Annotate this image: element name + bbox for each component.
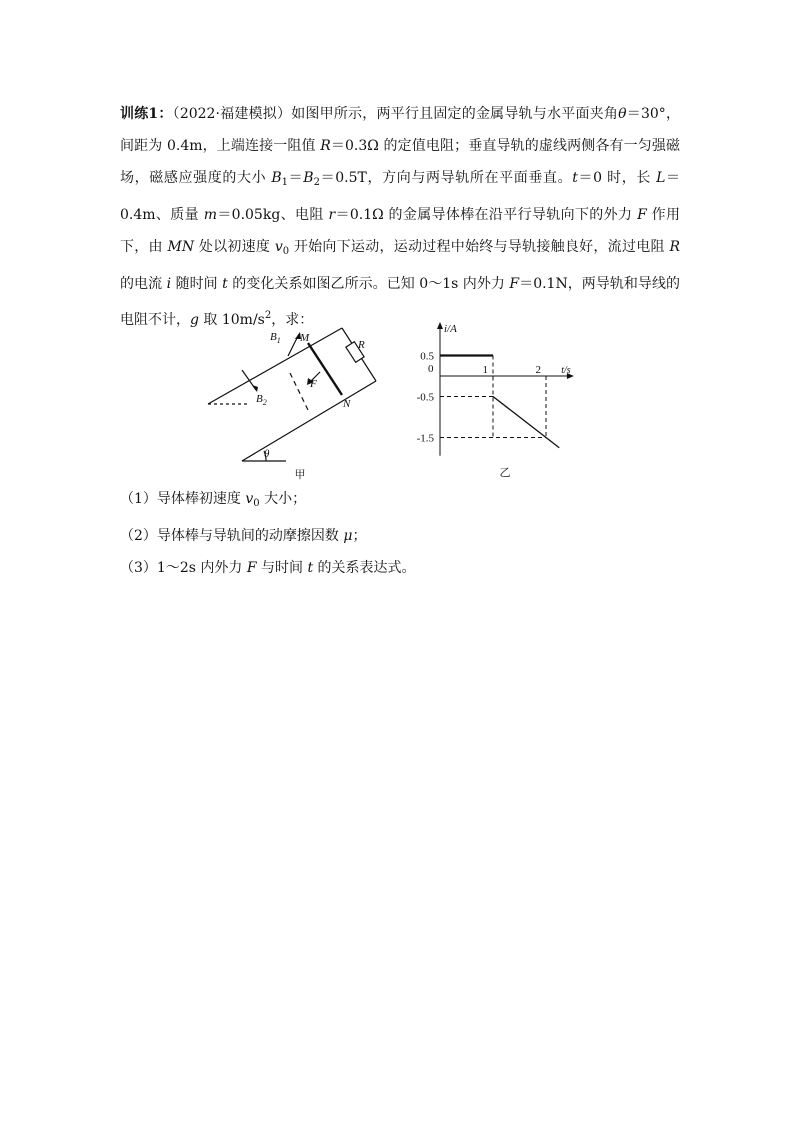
- var-theta: θ: [618, 106, 627, 122]
- label-B1-text: B: [270, 331, 277, 343]
- text-run: 取 10m/s: [198, 312, 265, 328]
- y-tick-label: -0.5: [416, 391, 434, 404]
- q1-text: 导体棒初速度: [156, 491, 246, 507]
- figure-row: [200, 318, 600, 483]
- label-M: M: [300, 332, 310, 344]
- y-tick-label: -1.5: [416, 432, 434, 445]
- subscript: 2: [313, 177, 320, 188]
- text-run: ＝0 时，长: [577, 170, 657, 186]
- text-run: ＝0.5T，方向与两导轨所在平面垂直。: [319, 170, 573, 186]
- var-F: F: [637, 207, 647, 223]
- q3-end: 的关系表达式。: [313, 560, 416, 576]
- var-R: R: [669, 239, 680, 255]
- B2-arrowhead: [252, 385, 258, 392]
- q1-end: 大小；: [259, 491, 307, 507]
- label-B2-sub: 2: [262, 398, 267, 407]
- figure-right-chart: [417, 322, 574, 456]
- problem-label: 训练1：: [120, 106, 173, 122]
- q2-text: 导体棒与导轨间的动摩擦因数: [156, 528, 344, 544]
- var-v0: v: [274, 239, 283, 255]
- problem-statement: [120, 98, 680, 336]
- text-run: ＝0.05kg、电阻: [216, 207, 329, 223]
- var-g: g: [190, 312, 199, 328]
- question-1: [120, 483, 680, 520]
- text-run: ＝0.4m、质量: [120, 170, 681, 223]
- label-N: N: [343, 398, 351, 410]
- label-B2-text: B: [256, 393, 263, 405]
- superscript: 2: [264, 310, 272, 321]
- subscript: 0: [282, 246, 290, 257]
- label-B2: [256, 393, 267, 407]
- subscript: 1: [281, 177, 289, 188]
- questions: [120, 483, 680, 584]
- q3-mid: 与时间: [256, 560, 308, 576]
- caption-jia: 甲: [294, 469, 306, 481]
- label-theta: θ: [264, 448, 270, 460]
- x-axis-label: t/s: [561, 365, 571, 376]
- var-m: m: [203, 207, 217, 223]
- q2-number: （2）: [120, 528, 157, 544]
- var-L: L: [656, 170, 666, 186]
- text-run: 作用下，由: [120, 207, 680, 255]
- q1-sub: 0: [253, 498, 260, 509]
- question-3: [120, 552, 680, 584]
- var-F: F: [509, 276, 520, 292]
- problem-source: （2022·福建模拟）: [172, 106, 292, 122]
- var-t: t: [572, 170, 578, 186]
- data-line-segment-2: [493, 397, 559, 448]
- text-run: ＝0.3Ω 的定值电阻；垂直导轨的虚线两侧各有一匀强磁场，磁感应强度的大小: [120, 138, 680, 186]
- text-run: 随时间: [171, 276, 223, 292]
- y-axis-label: i/A: [444, 323, 457, 335]
- var-R: R: [320, 138, 331, 154]
- var-B1: B: [271, 170, 282, 186]
- q1-number: （1）: [120, 491, 157, 507]
- problem-paragraph: [120, 98, 680, 336]
- text-run: ＝30°，间距为 0.4m，上端连接一阻值: [120, 106, 680, 154]
- figure-left: [208, 328, 376, 461]
- q3-var-t: t: [307, 560, 314, 576]
- origin-label: 0: [428, 363, 434, 375]
- text-run: 如图甲所示，两平行且固定的金属导轨与水平面夹角: [291, 106, 619, 122]
- q3-text: 1～2s 内外力: [156, 560, 247, 576]
- caption-yi: 乙: [499, 467, 511, 479]
- text-run: 的变化关系如图乙所示。已知 0～1s 内外力: [227, 276, 510, 292]
- text-run: ＝0.1N，两导轨和导线的电阻不计，: [120, 276, 680, 328]
- x-tick-label: 2: [535, 364, 541, 376]
- label-F: F: [310, 378, 317, 390]
- var-MN: MN: [167, 239, 195, 255]
- boundary-dashed-line: [290, 373, 308, 410]
- var-B2: B: [303, 170, 314, 186]
- text-run: 开始向下运动，运动过程中始终与导轨接触良好，流过电阻: [289, 239, 670, 255]
- label-B1: [270, 331, 281, 345]
- q2-var-mu: μ: [343, 528, 353, 544]
- text-run: ＝: [288, 170, 304, 186]
- q1-var-v: v: [245, 491, 254, 507]
- question-2: [120, 520, 680, 552]
- var-r: r: [328, 207, 336, 223]
- y-tick-label: 0.5: [420, 350, 434, 363]
- label-B1-sub: 1: [276, 336, 281, 345]
- figures: [200, 318, 600, 483]
- x-tick-label: 1: [482, 364, 488, 376]
- text-run: 的电流: [120, 276, 167, 292]
- q3-var-F: F: [246, 560, 257, 576]
- text-run: ，求：: [271, 312, 314, 328]
- q3-number: （3）: [120, 560, 157, 576]
- y-axis-arrowhead: [437, 322, 443, 329]
- var-t: t: [222, 276, 228, 292]
- q2-end: ；: [352, 528, 367, 544]
- var-i: i: [166, 276, 172, 292]
- text-run: 处以初速度: [194, 239, 275, 255]
- text-run: ＝0.1Ω 的金属导体棒在沿平行导轨向下的外力: [335, 207, 638, 223]
- label-R: R: [358, 339, 365, 351]
